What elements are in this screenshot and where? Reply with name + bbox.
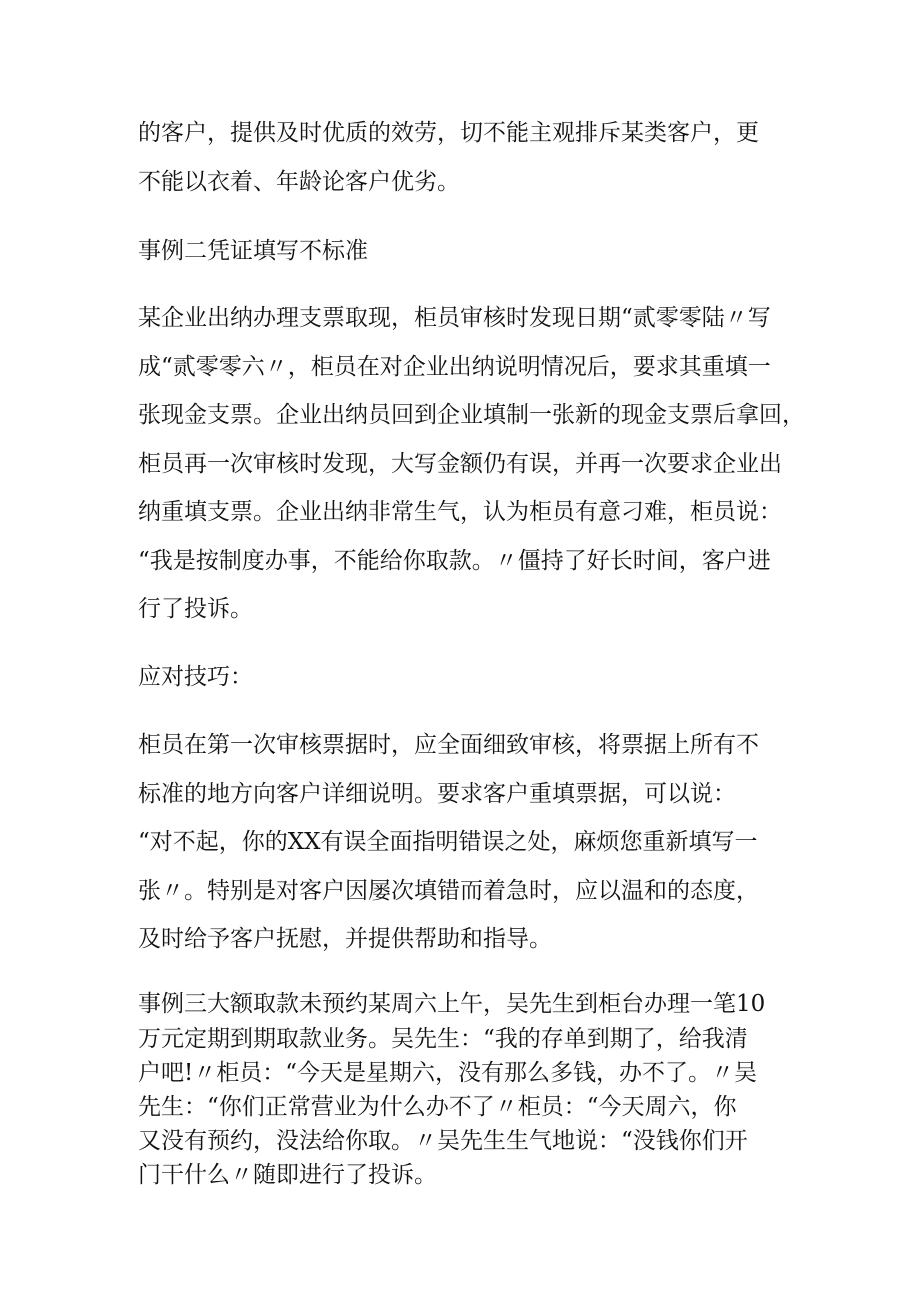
case3-line-6: 门干什么〃随即进行了投诉。 — [138, 1162, 437, 1188]
tips-line-5: 及时给予客户抚慰，并提供帮助和指导。 — [138, 926, 552, 952]
case3-line-5: 又没有预约，没法给你取。〃吴先生生气地说：“没钱你们开 — [138, 1128, 748, 1154]
case2-line-5: 纳重填支票。企业出纳非常生气，认为柜员有意刁难，柜员说： — [138, 499, 782, 525]
para1-line-2: 不能以衣着、年龄论客户优劣。 — [138, 169, 460, 195]
tips-line-1: 柜员在第一次审核票据时，应全面细致审核，将票据上所有不 — [138, 732, 759, 758]
case2-line-4: 柜员再一次审核时发现，大写金额仍有误，并再一次要求企业出 — [138, 451, 782, 477]
case3-line-2: 万元定期到期取款业务。吴先生：“我的存单到期了，给我清 — [138, 1026, 748, 1052]
case3-line-3: 户吧!〃柜员：“今天是星期六，没有那么多钱，办不了。〃吴 — [138, 1060, 758, 1086]
heading-case-2: 事例二凭证填写不标准 — [138, 238, 368, 264]
case2-line-1: 某企业出纳办理支票取现，柜员审核时发现日期“贰零零陆〃写 — [138, 305, 771, 331]
case2-line-2: 成“贰零零六〃，柜员在对企业出纳说明情况后，要求其重填一 — [138, 354, 771, 380]
case3-line-4: 先生：“你们正常营业为什么办不了〃柜员：“今天周六，你 — [138, 1094, 737, 1120]
heading-tips: 应对技巧： — [138, 664, 253, 690]
tips-line-3: “对不起，你的XX有误全面指明错误之处，麻烦您重新填写一 — [138, 829, 758, 855]
case2-line-6: “我是按制度办事，不能给你取款。〃僵持了好长时间，客户进 — [138, 548, 771, 574]
para1-line-1: 的客户，提供及时优质的效劳，切不能主观排斥某类客户，更 — [138, 120, 759, 146]
case2-line-7: 行了投诉。 — [138, 596, 253, 622]
tips-line-4: 张〃。特别是对客户因屡次填错而着急时，应以温和的态度， — [138, 878, 759, 904]
case3-line-1: 事例三大额取款未预约某周六上午，吴先生到柜台办理一笔10 — [138, 991, 766, 1017]
case2-line-3: 张现金支票。企业出纳员回到企业填制一张新的现金支票后拿回， — [138, 402, 805, 428]
tips-line-2: 标准的地方向客户详细说明。要求客户重填票据，可以说： — [138, 781, 736, 807]
